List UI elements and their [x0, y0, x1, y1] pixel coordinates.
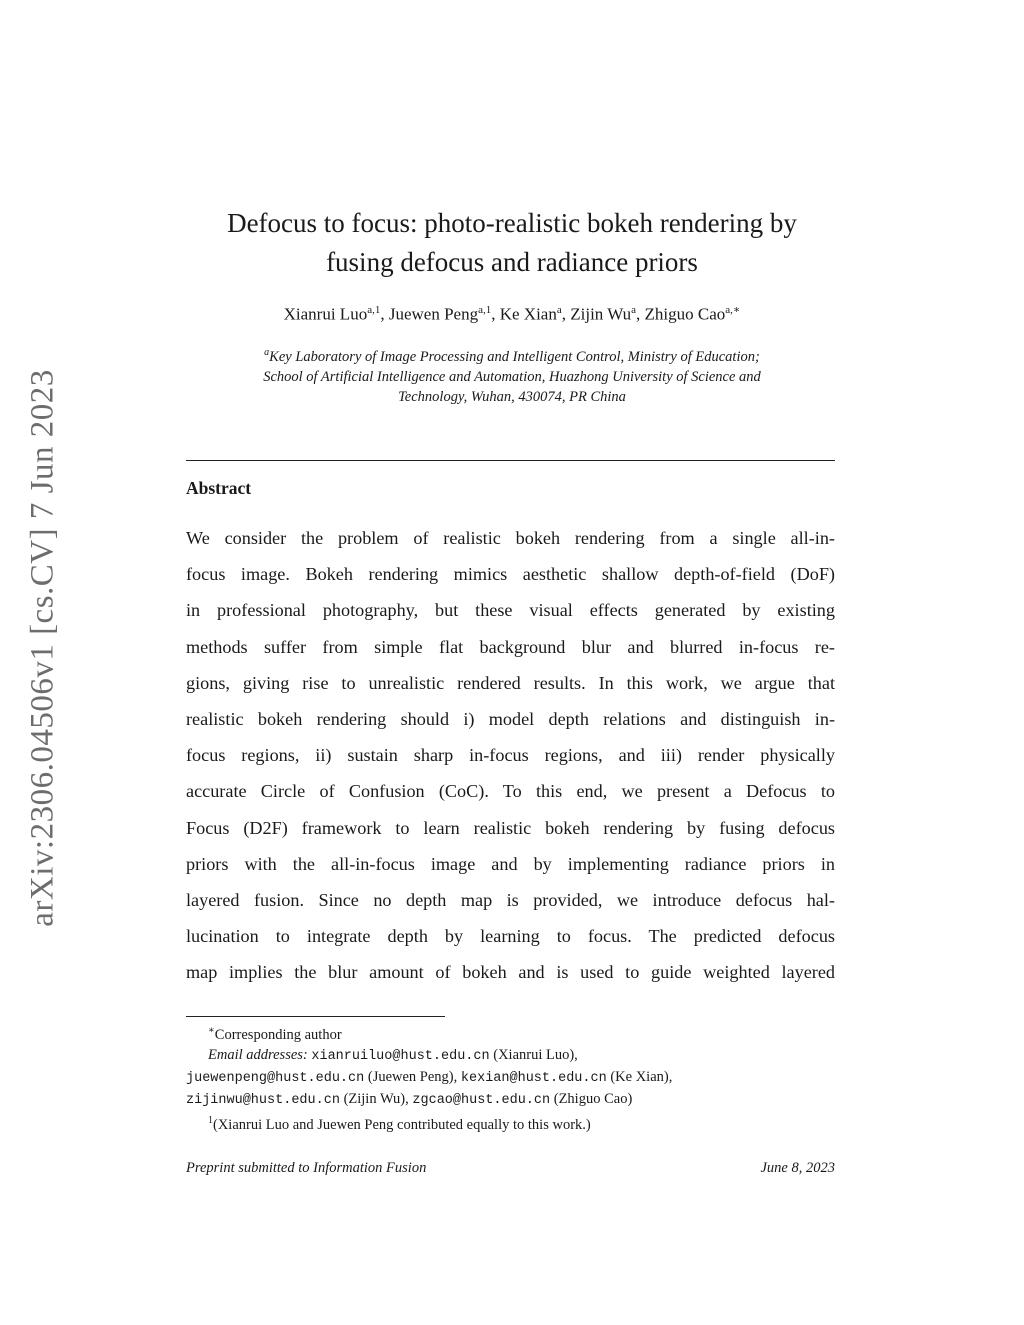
email-link[interactable]: kexian@hust.edu.cn [460, 1070, 607, 1086]
author-separator: , [561, 304, 571, 324]
footnote-rule [186, 1016, 445, 1017]
email-owner: (Zhiguo Cao) [553, 1090, 633, 1107]
footer-date: June 8, 2023 [760, 1160, 835, 1176]
footnote-email-line-1 [186, 1045, 835, 1067]
email-owner: (Ke Xian), [610, 1068, 673, 1085]
author-name: Ke Xian [499, 304, 557, 324]
footnote-email-line-3 [186, 1089, 835, 1111]
title-line-2: fusing defocus and radiance priors [326, 247, 698, 277]
affiliation-line-3: Technology, Wuhan, 430074, PR China [398, 388, 626, 405]
affiliation-line-1 [150, 343, 874, 367]
author-separator: , [636, 304, 645, 324]
abstract-line: focus regions, ii) sustain sharp in-focus regions, and iii) render physically [186, 745, 835, 766]
footnote-corresponding [186, 1021, 835, 1045]
abstract-line: methods suffer from simple flat background blur and blurred in-focus re- [186, 636, 835, 657]
affiliation-text-1: Key Laboratory of Image Processing and Intelligent Control, Ministry of Education; [269, 348, 760, 365]
footnote-equal-contribution [186, 1111, 835, 1135]
footer-venue: Preprint submitted to Information Fusion [186, 1160, 427, 1176]
footnote-marker: 1 [208, 1114, 213, 1126]
abstract-line: in professional photography, but these visual effects generated by existing [186, 600, 835, 621]
author-affiliation-marker: a,1 [367, 304, 381, 316]
email-owner: (Juewen Peng), [367, 1068, 458, 1085]
abstract-line: Focus (D2F) framework to learn realistic bokeh rendering by fusing defocus [186, 817, 835, 838]
author-name: Juewen Peng [388, 304, 479, 324]
author-name: Zijin Wu [570, 304, 632, 324]
author-affiliation-marker: a,∗ [725, 304, 741, 316]
affiliation-marker: a [264, 347, 270, 358]
author-affiliation-marker: a [556, 304, 562, 316]
abstract-line: focus image. Bokeh rendering mimics aesthetic shallow depth-of-field (DoF) [186, 564, 835, 585]
footnote-text: Corresponding author [214, 1026, 342, 1043]
abstract-line: layered fusion. Since no depth map is provided, we introduce defocus hal- [186, 889, 835, 910]
abstract-top-rule [186, 460, 835, 461]
affiliation-line-2: School of Artificial Intelligence and Automation, Huazhong University of Science and [263, 368, 761, 385]
email-owner: (Xianrui Luo), [493, 1046, 578, 1063]
author-affiliation-marker: a,1 [478, 304, 492, 316]
author-separator: , [491, 304, 500, 324]
author-name: Zhiguo Cao [644, 304, 726, 324]
footnote-marker: ∗ [208, 1025, 215, 1036]
abstract-body [186, 520, 835, 990]
paper-title [150, 204, 874, 282]
abstract-heading: Abstract [186, 478, 252, 498]
author-separator: , [380, 304, 389, 324]
email-link[interactable]: xianruiluo@hust.edu.cn [311, 1048, 490, 1064]
author-affiliation-marker: a [631, 304, 636, 316]
arxiv-identifier-stamp: arXiv:2306.04506v1 [cs.CV] 7 Jun 2023 [24, 369, 61, 927]
email-label: Email addresses: [208, 1046, 308, 1063]
email-link[interactable]: zijinwu@hust.edu.cn [186, 1092, 340, 1108]
abstract-line: priors with the all-in-focus image and by implementing radiance priors in [186, 853, 835, 874]
footnote-text: (Xianrui Luo and Juewen Peng contributed equally to this work.) [213, 1116, 591, 1133]
abstract-line: gions, giving rise to unrealistic rendered results. In this work, we argue that [186, 672, 835, 693]
author-list [150, 303, 874, 325]
email-link[interactable]: juewenpeng@hust.edu.cn [186, 1070, 365, 1086]
abstract-line: lucination to integrate depth by learning to focus. The predicted defocus [186, 926, 835, 947]
abstract-line: map implies the blur amount of bokeh and is used to guide weighted layered [186, 962, 835, 983]
abstract-line: accurate Circle of Confusion (CoC). To this end, we present a Defocus to [186, 781, 835, 802]
footnotes [186, 1021, 835, 1135]
abstract-line: We consider the problem of realistic bokeh rendering from a single all-in- [186, 528, 835, 548]
email-link[interactable]: zgcao@hust.edu.cn [412, 1092, 551, 1108]
author-name: Xianrui Luo [283, 304, 368, 324]
abstract-line: realistic bokeh rendering should i) model depth relations and distinguish in- [186, 708, 835, 729]
affiliation-block [150, 343, 874, 407]
title-line-1: Defocus to focus: photo-realistic bokeh rendering by [227, 208, 797, 238]
email-owner: (Zijin Wu), [343, 1090, 409, 1107]
footnote-email-line-2 [186, 1067, 835, 1089]
